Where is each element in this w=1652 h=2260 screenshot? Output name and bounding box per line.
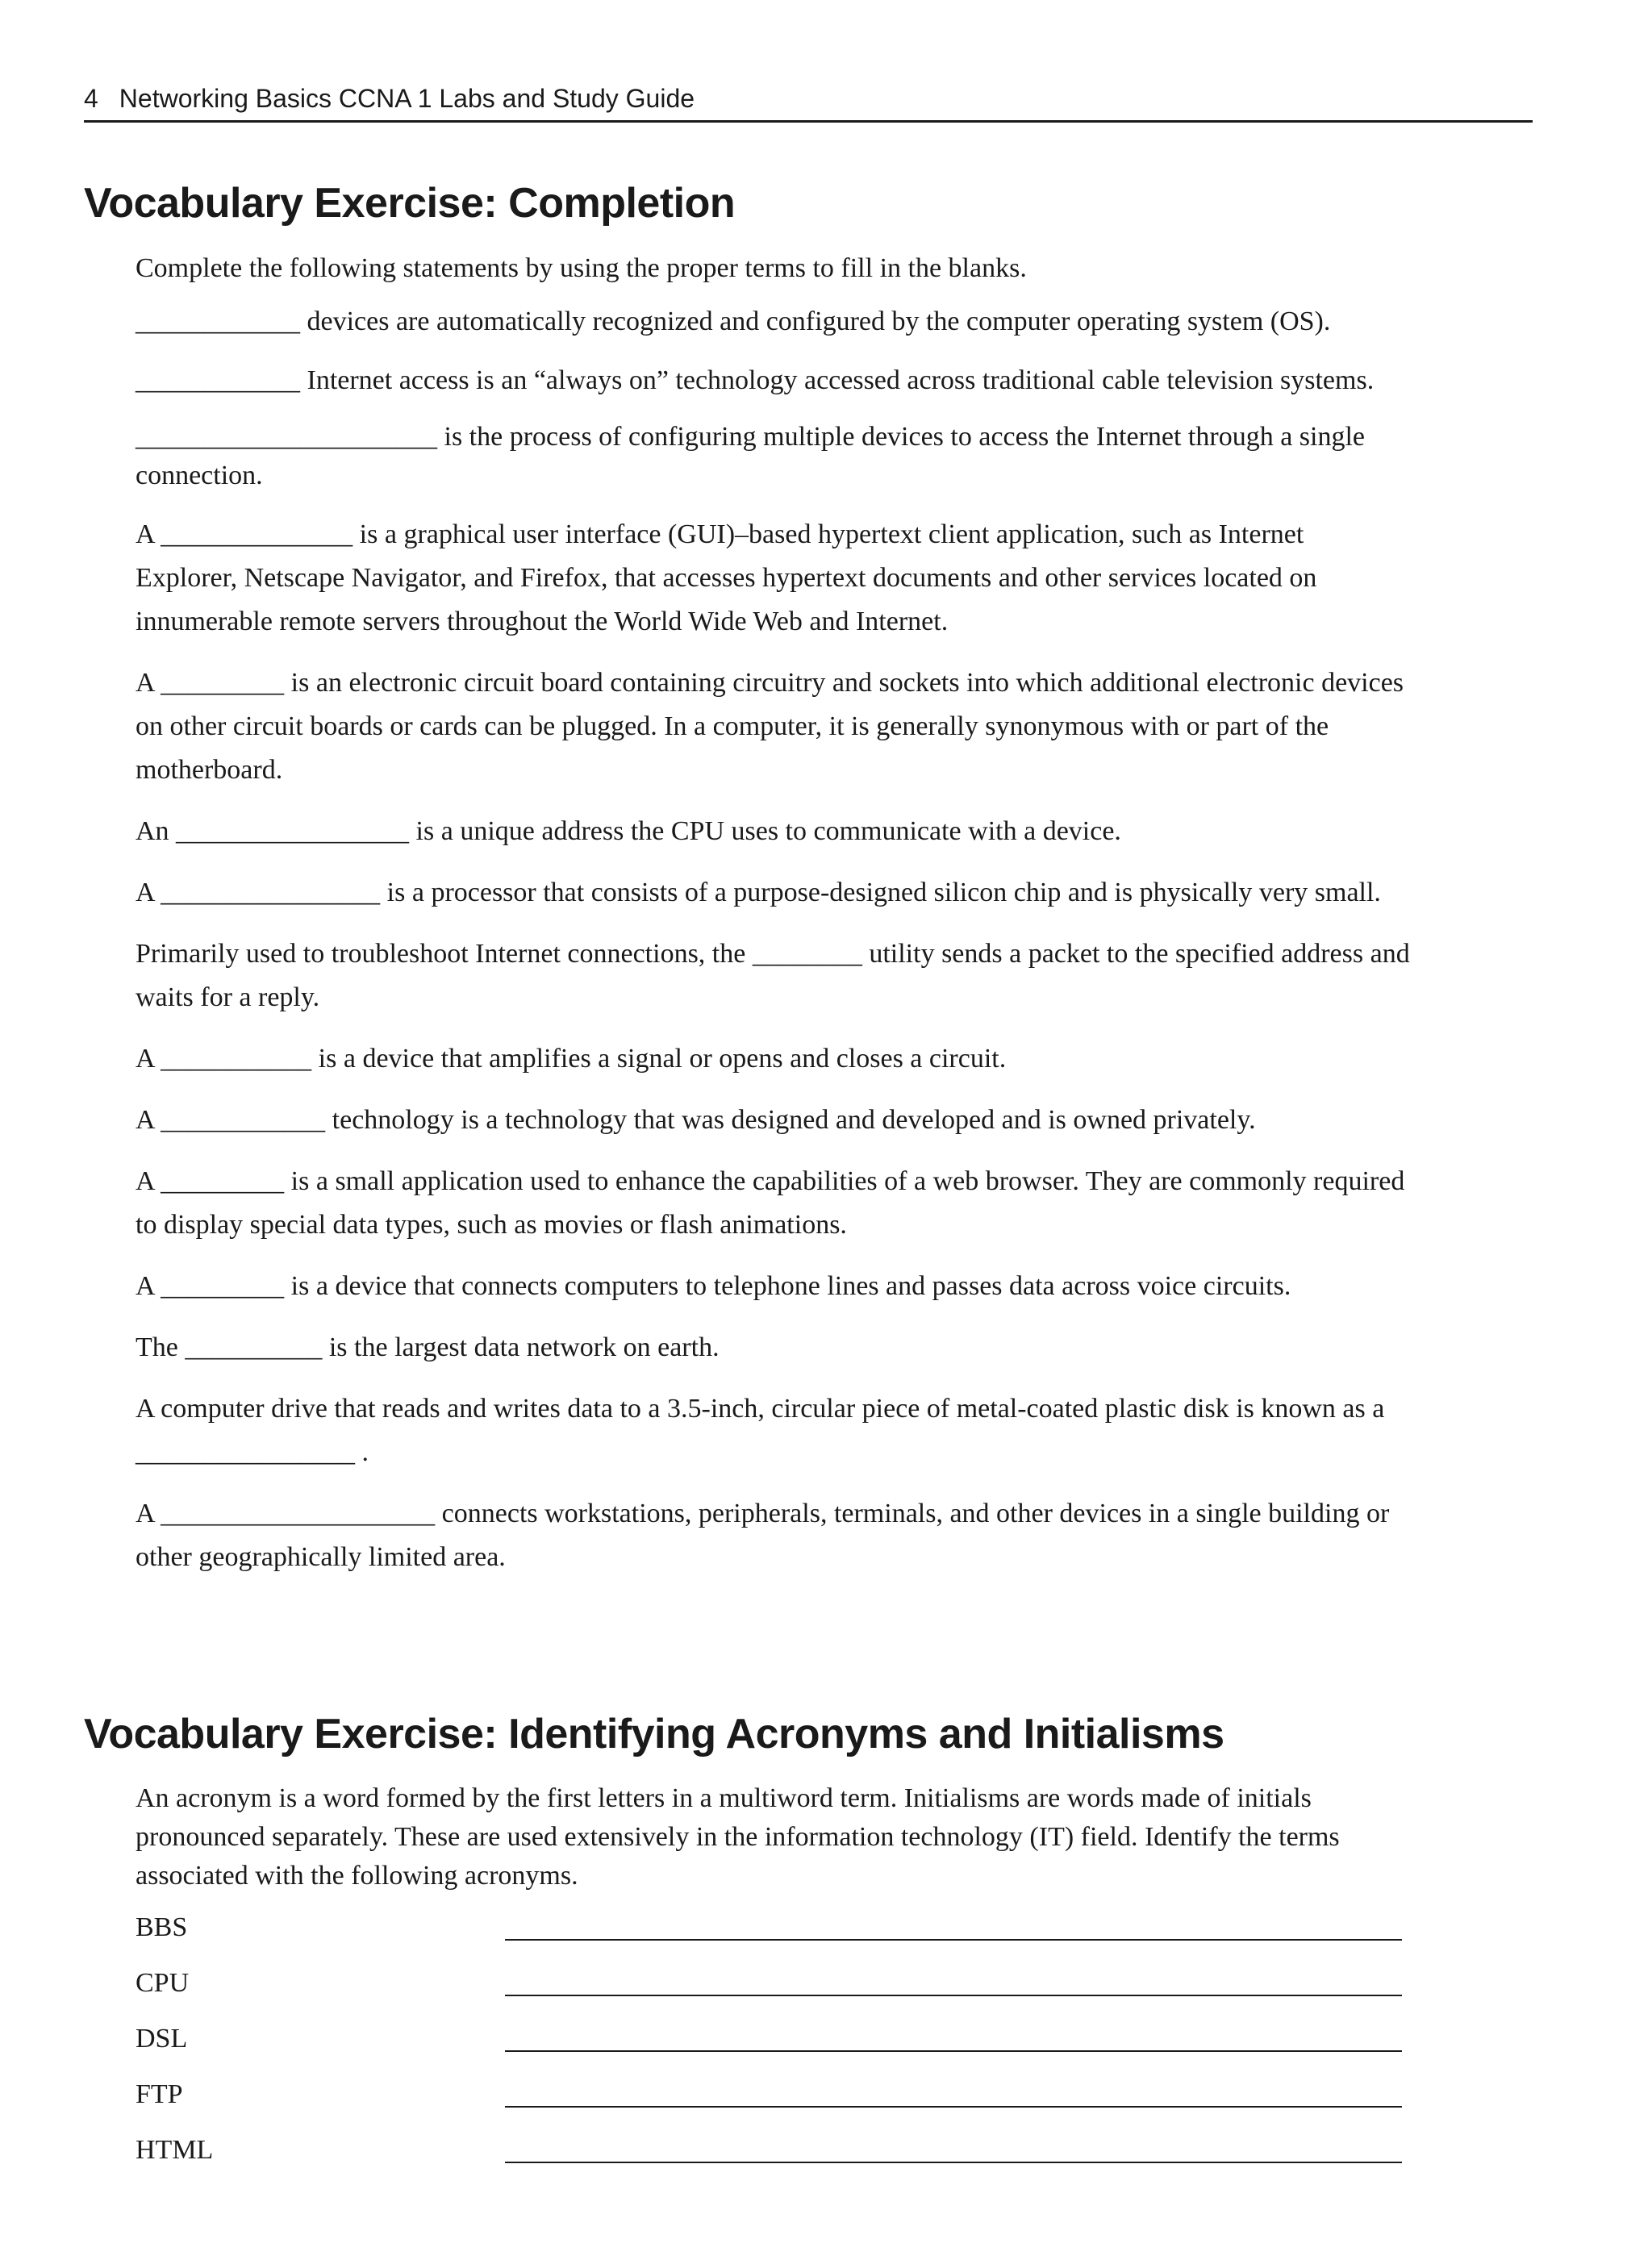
completion-item: An _________________ is a unique address the CPU uses to communicate with a device. — [136, 816, 1121, 846]
completion-item: A ___________ is a device that amplifies a signal or opens and closes a circuit. — [136, 1044, 1007, 1074]
answer-line[interactable] — [505, 2020, 1402, 2052]
acronym-list — [136, 1908, 1402, 2187]
acronym-row — [136, 1964, 1402, 2020]
acronyms-instructions: An acronym is a word formed by the first letters in a multiword term. Initialisms are words made of initials pronounced separately. These are used extensively in the information technology (IT) field. Identify the terms associated with the following acronyms. — [136, 1783, 1340, 1891]
completion-item: A _________ is an electronic circuit board containing circuitry and sockets into which additional electronic devices on other circuit boards or cards can be plugged. In a computer, it is generally synonymous with or part of the motherboard. — [136, 668, 1404, 785]
completion-item: The __________ is the largest data network on earth. — [136, 1332, 720, 1362]
completion-item: A ____________ technology is a technology that was designed and developed and is owned privately. — [136, 1105, 1256, 1135]
completion-item: Primarily used to troubleshoot Internet connections, the ________ utility sends a packet to the specified address and waits for a reply. — [136, 939, 1410, 1012]
acronym-term: HTML — [136, 2135, 214, 2165]
completion-instructions: Complete the following statements by using the proper terms to fill in the blanks. — [136, 253, 1027, 283]
answer-line[interactable] — [505, 1964, 1402, 1996]
completion-item: A computer drive that reads and writes data to a 3.5-inch, circular piece of metal-coated plastic disk is known as a ________________ . — [136, 1394, 1385, 1467]
completion-item: A _________ is a small application used to enhance the capabilities of a web browser. They are commonly required to display special data types, such as movies or flash animations. — [136, 1166, 1405, 1240]
completion-item: ______________________ is the process of configuring multiple devices to access the Internet through a single connection. — [136, 422, 1366, 490]
completion-item: ____________ Internet access is an “always on” technology accessed across traditional cable television systems. — [136, 365, 1375, 395]
page-number: 4 — [84, 84, 98, 113]
acronym-row — [136, 2075, 1402, 2131]
completion-item: A _________ is a device that connects computers to telephone lines and passes data across voice circuits. — [136, 1271, 1291, 1301]
acronym-term: BBS — [136, 1912, 188, 1942]
acronym-term: CPU — [136, 1968, 190, 1998]
running-header — [84, 84, 1533, 123]
answer-line[interactable] — [505, 2131, 1402, 2163]
acronym-row — [136, 2131, 1402, 2187]
acronym-row — [136, 2020, 1402, 2075]
answer-line[interactable] — [505, 1908, 1402, 1941]
acronym-term: FTP — [136, 2079, 183, 2109]
completion-list — [136, 300, 1410, 1597]
completion-item: ____________ devices are automatically recognized and configured by the computer operating system (OS). — [136, 306, 1331, 336]
acronym-row — [136, 1908, 1402, 1964]
completion-item: A ________________ is a processor that consists of a purpose-designed silicon chip and is physically very small. — [136, 878, 1381, 907]
completion-item: A ____________________ connects workstations, peripherals, terminals, and other devices in a single building or other geographically limited area. — [136, 1499, 1390, 1572]
answer-line[interactable] — [505, 2075, 1402, 2108]
book-title: Networking Basics CCNA 1 Labs and Study Guide — [119, 84, 695, 113]
acronym-term: DSL — [136, 2024, 188, 2054]
completion-heading: Vocabulary Exercise: Completion — [84, 180, 736, 227]
acronyms-heading: Vocabulary Exercise: Identifying Acronyms and Initialisms — [84, 1711, 1224, 1758]
completion-item: A ______________ is a graphical user interface (GUI)–based hypertext client application, such as Internet Explorer, Netscape Navigator, and Firefox, that accesses hypertext documents and other services located on innumerable remote servers throughout the World Wide Web and Internet. — [136, 519, 1317, 636]
